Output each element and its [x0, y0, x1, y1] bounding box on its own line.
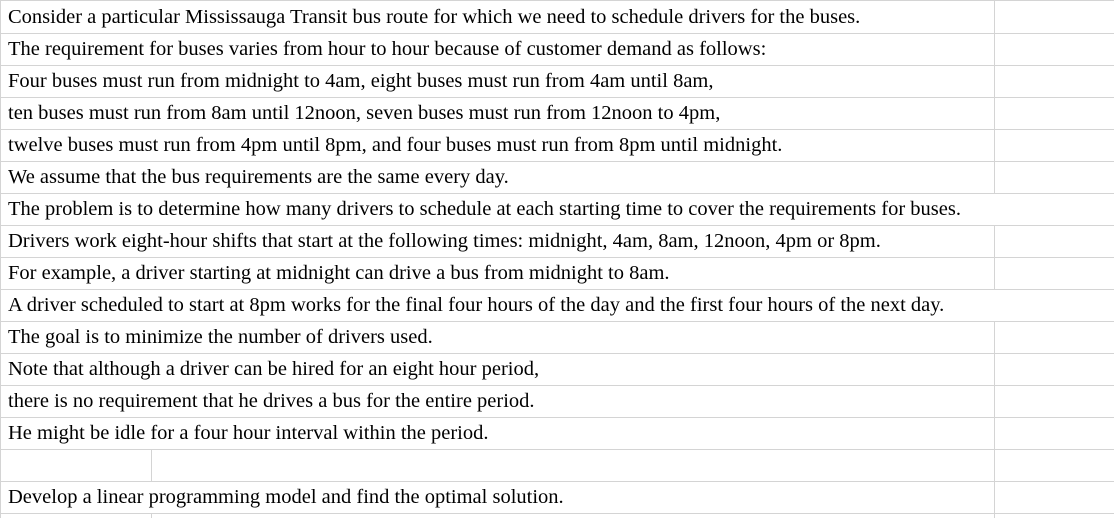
cell-a2[interactable]: [0, 33, 1114, 65]
cell-a16[interactable]: [0, 481, 1114, 513]
cell-text: ten buses must run from 8am until 12noon, seven buses must run from 12noon to 4pm,: [8, 102, 721, 124]
cell-a4[interactable]: [0, 97, 1114, 129]
cell-a11[interactable]: [0, 321, 1114, 353]
cell-text: Consider a particular Mississauga Transit bus route for which we need to schedule drivers for the buses.: [8, 6, 861, 28]
cell-text: The requirement for buses varies from hour to hour because of customer demand as follows:: [8, 38, 767, 60]
cell-a3[interactable]: [0, 65, 1114, 97]
cell-a5[interactable]: [0, 129, 1114, 161]
gridline: [0, 513, 1114, 514]
cell-a10[interactable]: [0, 289, 1114, 321]
cell-a13[interactable]: [0, 385, 1114, 417]
cell-a15[interactable]: [0, 449, 1114, 481]
cell-text: For example, a driver starting at midnight can drive a bus from midnight to 8am.: [8, 262, 670, 284]
cell-text: Drivers work eight-hour shifts that start at the following times: midnight, 4am, 8am, 12noon, 4pm or 8pm.: [8, 230, 881, 252]
gridline: [151, 513, 152, 518]
cell-text: Note that although a driver can be hired for an eight hour period,: [8, 358, 540, 380]
cell-a8[interactable]: [0, 225, 1114, 257]
cell-a12[interactable]: [0, 353, 1114, 385]
cell-text: Four buses must run from midnight to 4am, eight buses must run from 4am until 8am,: [8, 70, 714, 92]
cell-a9[interactable]: [0, 257, 1114, 289]
cell-text: He might be idle for a four hour interval within the period.: [8, 422, 489, 444]
cell-text: A driver scheduled to start at 8pm works for the final four hours of the day and the first four hours of the next day.: [8, 294, 945, 316]
cell-a7[interactable]: [0, 193, 1114, 225]
cell-text: twelve buses must run from 4pm until 8pm, and four buses must run from 8pm until midnight.: [8, 134, 783, 156]
cell-a1[interactable]: [0, 1, 1114, 33]
cell-a6[interactable]: [0, 161, 1114, 193]
cell-text: there is no requirement that he drives a bus for the entire period.: [8, 390, 535, 412]
cell-text: The goal is to minimize the number of drivers used.: [8, 326, 433, 348]
cell-text: Develop a linear programming model and find the optimal solution.: [8, 486, 564, 508]
cell-text: The problem is to determine how many drivers to schedule at each starting time to cover the requirements for buses.: [8, 198, 961, 220]
cell-a14[interactable]: [0, 417, 1114, 449]
cell-text: We assume that the bus requirements are the same every day.: [8, 166, 509, 188]
